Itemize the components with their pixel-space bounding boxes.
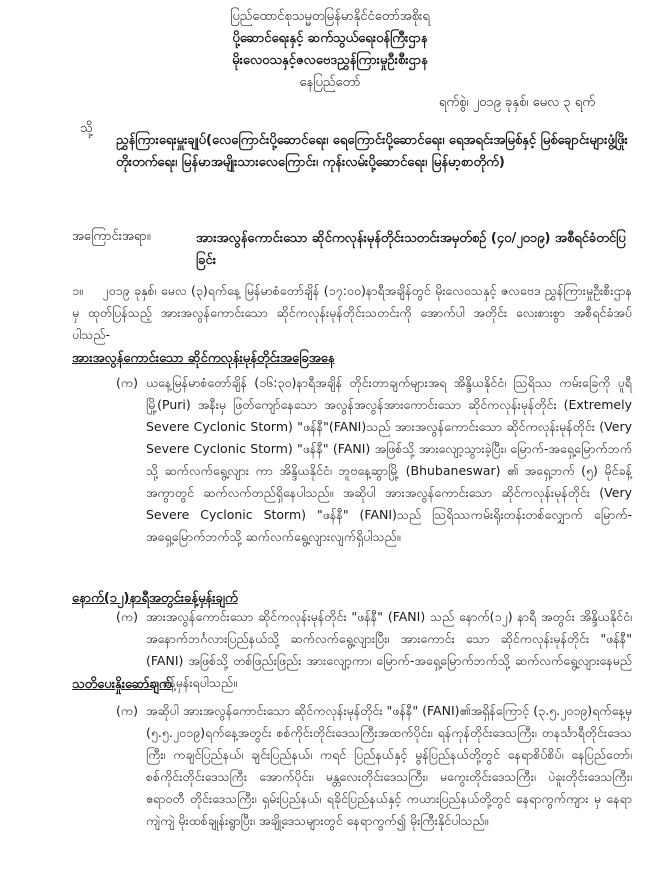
- department-name: မိုးလေဝသနှင့်ဇလဗေဒညွှန်ကြားမှုဦးစီးဌာန: [232, 53, 428, 68]
- government-name: ပြည်ထောင်စုသမ္မတမြန်မာနိုင်ငံတော်အစိုးရ: [230, 9, 430, 24]
- item-text: အားအလွန်ကောင်းသော ဆိုင်ကလုန်းမုန်တိုင်း "ဖန်နီ" (FANI) သည် နောက်(၁၂) နာရီ အတွင်း အိန္ဒိယနိုင်ငံ၊ အနောက်ဘင်္ဂလားပြည်နယ်သို့ ဆက်လက်ရွေ့လျားပြီး၊ အားကောင်း သော ဆိုင်ကလုန်းမုန်တိုင်း "ဖန်နီ" (FANI) အဖြစ်သို့ တစ်ဖြည်းဖြည်း အားလျော့ကာ၊ မြောက်-အရှေ့မြောက်ဘက်သို့ ဆက်လက်ရွေ့လျားနေမည်ဟု ခန့်မှန်းရပါသည်။: [146, 609, 632, 690]
- item-marker: (က): [116, 703, 138, 718]
- document-date: ရက်စွဲ၊ ၂၀၁၉ ခုနှစ်၊ မေလ ၃ ရက်: [438, 95, 595, 110]
- paragraph-number: ၁။: [72, 283, 83, 298]
- letterhead: [200, 6, 460, 94]
- subject-label: အကြောင်းအရာ။: [72, 229, 151, 244]
- section-title-forecast: နောက်(၁၂)နာရီအတွင်းခန့်မှန်းချက်: [72, 591, 238, 606]
- section-item: [116, 372, 632, 548]
- item-marker: (က): [116, 609, 138, 624]
- location-name: နေပြည်တော်: [299, 75, 361, 90]
- ministry-name: ပို့ဆောင်ရေးနှင့် ဆက်သွယ်ရေးဝန်ကြီးဌာန: [232, 31, 428, 46]
- paragraph-text: ၂၀၁၉ ခုနှစ်၊ မေလ (၃)ရက်နေ့ မြန်မာစံတော်ချိန် (၁၇:၀၀)နာရီအချိန်တွင် မိုးလေဝသနှင့် ဇလဗေဒ ညွှန်ကြားမှုဦးစီးဌာနမှ ထုတ်ပြန်သည့် အားအလွန်ကောင်းသော ဆိုင်ကလုန်းမုန်တိုင်းသတင်းကို အောက်ပါ အတိုင်း လေးစားစွာ အစီရင်ခံအပ်ပါသည်-: [72, 283, 632, 342]
- item-marker: (က): [116, 375, 138, 390]
- to-label: သို့: [80, 121, 93, 136]
- section-title-warning: သတိပေးနှိုးဆော်ချက်: [72, 677, 172, 692]
- intro-paragraph: [72, 280, 632, 346]
- subject: အားအလွန်ကောင်းသော ဆိုင်ကလုန်းမုန်တိုင်းသတင်းအမှတ်စဉ် (၄၀/၂၀၁၉) အစီရင်ခံတင်ပြခြင်း: [196, 231, 626, 268]
- section-title-current-status: အားအလွန်ကောင်းသော ဆိုင်ကလုန်းမုန်တိုင်းအခြေအနေ: [72, 351, 335, 366]
- item-text: ယနေ့မြန်မာစံတော်ချိန် (၁၆:၃၀)နာရီအချိန် တိုင်းတာချက်များအရ အိန္ဒိယနိုင်ငံ၊ ဩရိဿ ကမ်းခြေကို ပူရီမြို့(Puri) အနီးမှ ဖြတ်ကျော်နေသော အလွန်အလွန်အားကောင်းသော ဆိုင်ကလုန်းမုန်တိုင်း (Extremely Severe Cyclonic Storm) "ဖန်နီ"(FANI)သည် အားအလွန်ကောင်းသော ဆိုင်ကလုန်းမုန်တိုင်း (Very Severe Cyclonic Storm) "ဖန်နီ" (FANI) အဖြစ်သို့ အားလျော့သွားခဲ့ပြီး၊ မြောက်-အရှေ့မြောက်ဘက်သို့ ဆက်လက်ရွေ့လျား ကာ အိန္ဒိယနိုင်ငံ၊ ဘူဗနေ့ဆွာမြို့ (Bhubaneswar) ၏ အရှေ့ဘက် (၅) မိုင်ခန့်အကွာတွင် ဆက်လက်တည်ရှိနေပါသည်။ အဆိုပါ အားအလွန်ကောင်းသော ဆိုင်ကလုန်းမုန်တိုင်း (Very Severe Cyclonic Storm) "ဖန်နီ" (FANI)သည် ဩရိဿကမ်းရိုးတန်းတစ်လျှောက် မြောက်-အရှေ့မြောက်ဘက်သို့ ဆက်လက်ရွေ့လျားလျက်ရှိပါသည်။: [146, 375, 632, 544]
- item-text: အဆိုပါ အားအလွန်ကောင်းသော ဆိုင်ကလုန်းမုန်တိုင်း "ဖန်နီ" (FANI)၏အရှိန်ကြောင့် (၃.၅.၂၀၁၉)ရက်နေ့မှ (၅.၅.၂၀၁၉)ရက်နေ့အတွင်း စစ်ကိုင်းတိုင်းဒေသကြီးအထက်ပိုင်း၊ ရန်ကုန်တိုင်းဒေသကြီး၊ တနင်္သာရီတိုင်းဒေသကြီး၊ ကချင်ပြည်နယ်၊ ချင်းပြည်နယ်၊ ကရင် ပြည်နယ်နှင့် မွန်ပြည်နယ်တို့တွင် နေရာစိပ်စိပ်၊ နေပြည်တော်၊ စစ်ကိုင်းတိုင်းဒေသကြီး အောက်ပိုင်း၊ မန္တလေးတိုင်းဒေသကြီး၊ မကွေးတိုင်းဒေသကြီး၊ ပဲခူးတိုင်းဒေသကြီး၊ ဧရာဝတီ တိုင်းဒေသကြီး၊ ရှမ်းပြည်နယ်၊ ရခိုင်ပြည်နယ်နှင့် ကယားပြည်နယ်တို့တွင် နေရာကွက်ကျား မှ နေရာကျဲကျဲ မိုးထစ်ချုန်းရွာပြီး၊ အချို့ဒေသများတွင် နေရာကွက်၍ မိုးကြီးနိုင်ပါသည်။: [146, 703, 632, 828]
- section-item: [116, 700, 632, 832]
- recipient: ညွှန်ကြားရေးမှူးချုပ်(လေကြောင်းပို့ဆောင်ရေး၊ ရေကြောင်းပို့ဆောင်ရေး၊ ရေအရင်းအမြစ်နှင့် မြစ်ချောင်းများဖွံ့ဖြိုးတိုးတက်ရေး၊ မြန်မာအမျိုးသားလေကြောင်း၊ ကုန်းလမ်းပို့ဆောင်ရေး၊ မြန်မာ့စာတိုက်): [116, 133, 628, 170]
